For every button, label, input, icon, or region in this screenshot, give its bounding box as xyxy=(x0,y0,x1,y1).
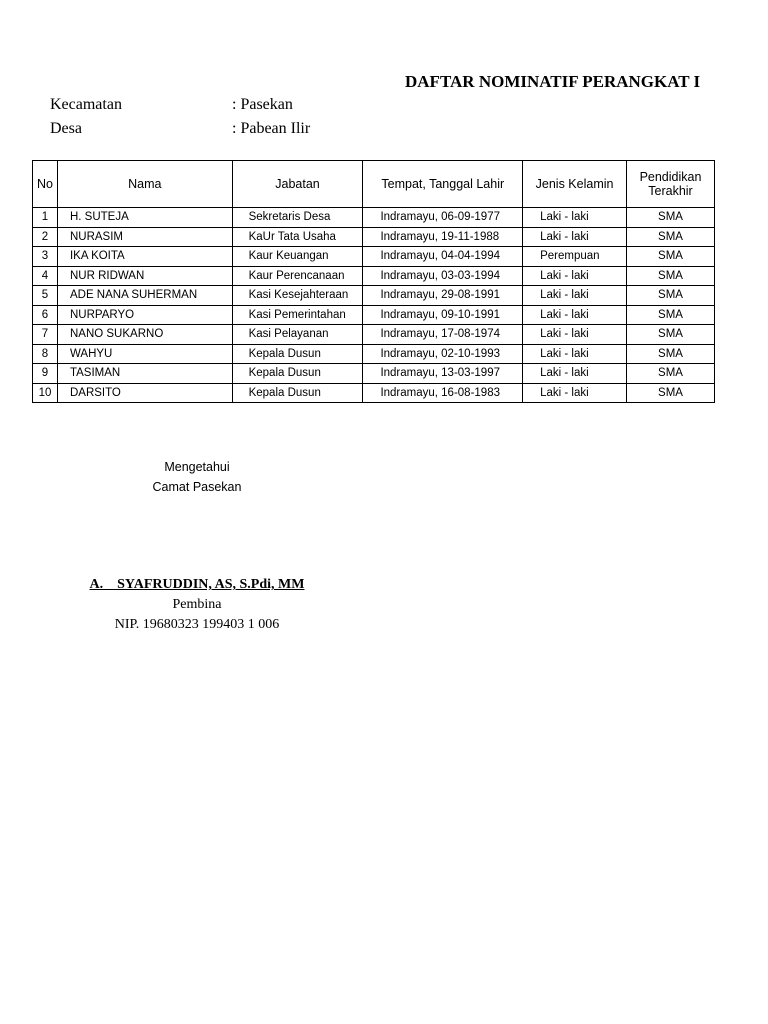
cell-jenis-kelamin: Laki - laki xyxy=(523,325,627,345)
camat-label: Camat Pasekan xyxy=(152,480,242,494)
cell-jabatan: Kaur Perencanaan xyxy=(232,266,363,286)
cell-pendidikan: SMA xyxy=(627,227,715,247)
table-row xyxy=(33,305,715,325)
document-title: DAFTAR NOMINATIF PERANGKAT I xyxy=(405,72,701,91)
header-jenis-kelamin: Jenis Kelamin xyxy=(523,161,627,208)
mengetahui-label: Mengetahui xyxy=(164,460,230,474)
nominatif-table xyxy=(32,160,715,403)
cell-jabatan: Sekretaris Desa xyxy=(232,208,363,228)
cell-jenis-kelamin: Laki - laki xyxy=(523,227,627,247)
table-row xyxy=(33,247,715,267)
cell-pendidikan: SMA xyxy=(627,364,715,384)
cell-jabatan: Kasi Pemerintahan xyxy=(232,305,363,325)
header-nama: Nama xyxy=(57,161,232,208)
table-row xyxy=(33,383,715,403)
cell-jenis-kelamin: Laki - laki xyxy=(523,344,627,364)
cell-ttl: Indramayu, 29-08-1991 xyxy=(363,286,523,306)
cell-jabatan: Kasi Pelayanan xyxy=(232,325,363,345)
cell-ttl: Indramayu, 17-08-1974 xyxy=(363,325,523,345)
cell-pendidikan: SMA xyxy=(627,266,715,286)
header-pendidikan: Pendidikan Terakhir xyxy=(627,161,715,208)
cell-jabatan: Kepala Dusun xyxy=(232,344,363,364)
cell-jenis-kelamin: Laki - laki xyxy=(523,286,627,306)
kecamatan-value: : Pasekan xyxy=(232,96,293,113)
desa-label: Desa xyxy=(50,120,82,137)
cell-jenis-kelamin: Laki - laki xyxy=(523,364,627,384)
cell-nama: IKA KOITA xyxy=(57,247,232,267)
cell-jenis-kelamin: Laki - laki xyxy=(523,383,627,403)
cell-jabatan: KaUr Tata Usaha xyxy=(232,227,363,247)
cell-no: 6 xyxy=(33,305,58,325)
cell-jenis-kelamin: Laki - laki xyxy=(523,266,627,286)
desa-value: : Pabean Ilir xyxy=(232,120,311,137)
header-ttl: Tempat, Tanggal Lahir xyxy=(363,161,523,208)
cell-pendidikan: SMA xyxy=(627,208,715,228)
cell-ttl: Indramayu, 16-08-1983 xyxy=(363,383,523,403)
header-jabatan: Jabatan xyxy=(232,161,363,208)
cell-ttl: Indramayu, 04-04-1994 xyxy=(363,247,523,267)
table-row xyxy=(33,344,715,364)
cell-nama: NUR RIDWAN xyxy=(57,266,232,286)
cell-jabatan: Kaur Keuangan xyxy=(232,247,363,267)
cell-ttl: Indramayu, 13-03-1997 xyxy=(363,364,523,384)
cell-nama: ADE NANA SUHERMAN xyxy=(57,286,232,306)
cell-no: 3 xyxy=(33,247,58,267)
table-row xyxy=(33,325,715,345)
header-no: No xyxy=(33,161,58,208)
cell-jenis-kelamin: Perempuan xyxy=(523,247,627,267)
kecamatan-label: Kecamatan xyxy=(50,96,122,113)
cell-pendidikan: SMA xyxy=(627,325,715,345)
cell-ttl: Indramayu, 19-11-1988 xyxy=(363,227,523,247)
table-row xyxy=(33,266,715,286)
cell-nama: NANO SUKARNO xyxy=(57,325,232,345)
table-row xyxy=(33,208,715,228)
cell-nama: WAHYU xyxy=(57,344,232,364)
cell-ttl: Indramayu, 06-09-1977 xyxy=(363,208,523,228)
cell-jabatan: Kepala Dusun xyxy=(232,383,363,403)
cell-jabatan: Kepala Dusun xyxy=(232,364,363,384)
cell-no: 7 xyxy=(33,325,58,345)
table-header-row xyxy=(33,161,715,208)
signatory-name: A.__SYAFRUDDIN, AS, S.Pdi, MM xyxy=(89,577,305,592)
cell-no: 4 xyxy=(33,266,58,286)
cell-no: 9 xyxy=(33,364,58,384)
cell-nama: NURASIM xyxy=(57,227,232,247)
table-row xyxy=(33,286,715,306)
cell-jenis-kelamin: Laki - laki xyxy=(523,305,627,325)
cell-no: 5 xyxy=(33,286,58,306)
cell-no: 8 xyxy=(33,344,58,364)
cell-pendidikan: SMA xyxy=(627,286,715,306)
cell-pendidikan: SMA xyxy=(627,383,715,403)
cell-nama: TASIMAN xyxy=(57,364,232,384)
cell-pendidikan: SMA xyxy=(627,344,715,364)
signatory-nip: NIP. 19680323 199403 1 006 xyxy=(114,617,280,632)
cell-pendidikan: SMA xyxy=(627,247,715,267)
cell-nama: DARSITO xyxy=(57,383,232,403)
cell-no: 2 xyxy=(33,227,58,247)
cell-nama: H. SUTEJA xyxy=(57,208,232,228)
signatory-rank: Pembina xyxy=(172,597,222,612)
cell-ttl: Indramayu, 09-10-1991 xyxy=(363,305,523,325)
table-row xyxy=(33,364,715,384)
table-row xyxy=(33,227,715,247)
cell-nama: NURPARYO xyxy=(57,305,232,325)
cell-ttl: Indramayu, 02-10-1993 xyxy=(363,344,523,364)
cell-pendidikan: SMA xyxy=(627,305,715,325)
cell-no: 10 xyxy=(33,383,58,403)
cell-jabatan: Kasi Kesejahteraan xyxy=(232,286,363,306)
cell-ttl: Indramayu, 03-03-1994 xyxy=(363,266,523,286)
cell-no: 1 xyxy=(33,208,58,228)
cell-jenis-kelamin: Laki - laki xyxy=(523,208,627,228)
